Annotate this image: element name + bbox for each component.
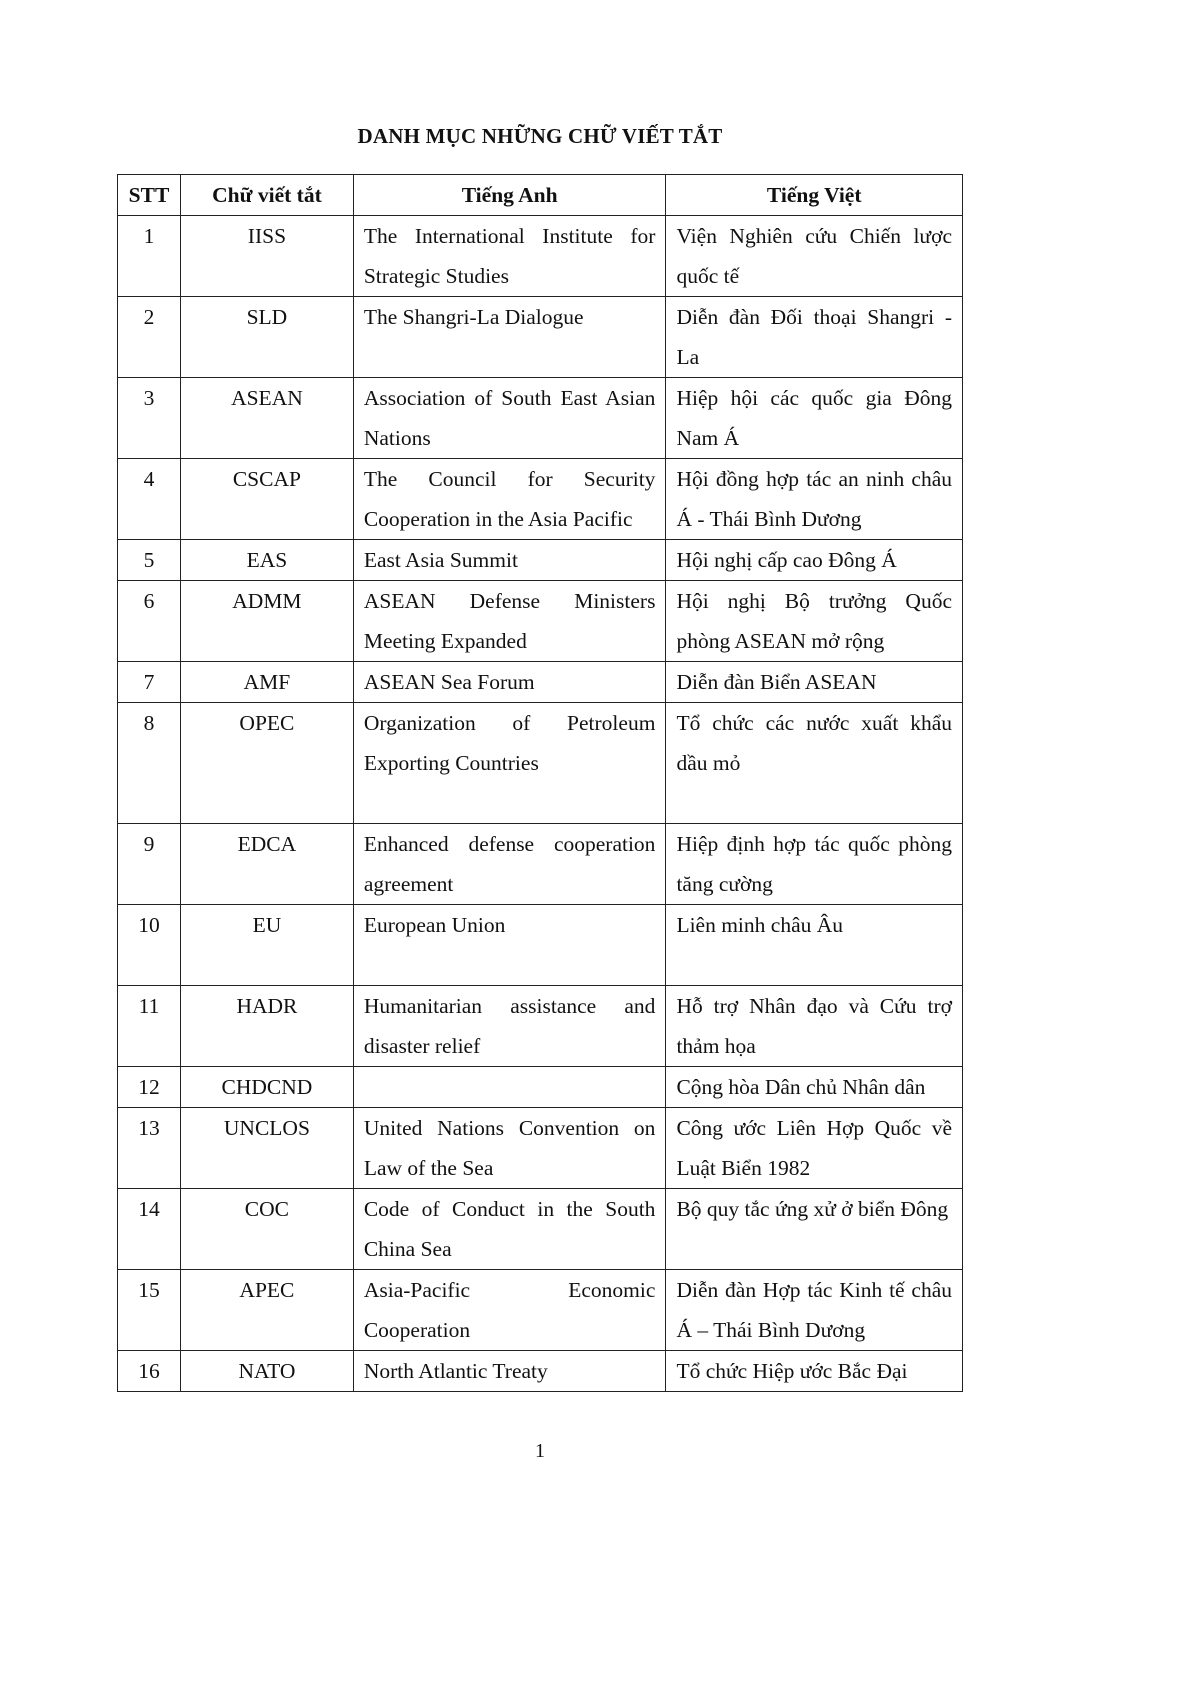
english-term-cell: Organization of Petroleum Exporting Countries <box>353 703 666 824</box>
vietnamese-term-cell: Tổ chức các nước xuất khẩu dầu mỏ <box>666 703 963 824</box>
vietnamese-term-cell: Diễn đàn Hợp tác Kinh tế châu Á – Thái Bình Dương <box>666 1270 963 1351</box>
english-term-cell <box>353 1067 666 1108</box>
english-term-cell: The International Institute for Strategic Studies <box>353 216 666 297</box>
row-number: 11 <box>118 986 181 1067</box>
table-row <box>118 1270 963 1351</box>
vietnamese-term-cell: Tổ chức Hiệp ước Bắc Đại <box>666 1351 963 1392</box>
abbreviation-cell: EDCA <box>180 824 353 905</box>
vietnamese-term-cell: Bộ quy tắc ứng xử ở biển Đông <box>666 1189 963 1270</box>
english-term-cell: Code of Conduct in the South China Sea <box>353 1189 666 1270</box>
table-row <box>118 905 963 986</box>
table-row <box>118 662 963 703</box>
row-number: 16 <box>118 1351 181 1392</box>
abbreviation-cell: EAS <box>180 540 353 581</box>
abbreviation-cell: CHDCND <box>180 1067 353 1108</box>
abbreviation-cell: ASEAN <box>180 378 353 459</box>
vietnamese-term-cell: Hội đồng hợp tác an ninh châu Á - Thái Bình Dương <box>666 459 963 540</box>
vietnamese-term-cell: Công ước Liên Hợp Quốc về Luật Biển 1982 <box>666 1108 963 1189</box>
table-row <box>118 378 963 459</box>
abbreviation-cell: SLD <box>180 297 353 378</box>
abbreviation-cell: UNCLOS <box>180 1108 353 1189</box>
row-number: 8 <box>118 703 181 824</box>
english-term-cell: Asia-Pacific Economic Cooperation <box>353 1270 666 1351</box>
english-term-cell: Association of South East Asian Nations <box>353 378 666 459</box>
table-row <box>118 459 963 540</box>
page-number: 1 <box>535 1440 545 1462</box>
row-number: 14 <box>118 1189 181 1270</box>
header-stt: STT <box>118 175 181 216</box>
table-row <box>118 1108 963 1189</box>
vietnamese-term-cell: Hỗ trợ Nhân đạo và Cứu trợ thảm họa <box>666 986 963 1067</box>
table-row <box>118 297 963 378</box>
abbreviation-cell: OPEC <box>180 703 353 824</box>
english-term-cell: North Atlantic Treaty <box>353 1351 666 1392</box>
row-number: 5 <box>118 540 181 581</box>
table-row <box>118 824 963 905</box>
row-number: 15 <box>118 1270 181 1351</box>
row-number: 4 <box>118 459 181 540</box>
english-term-cell: European Union <box>353 905 666 986</box>
abbreviation-cell: IISS <box>180 216 353 297</box>
english-term-cell: Enhanced defense cooperation agreement <box>353 824 666 905</box>
abbreviation-cell: AMF <box>180 662 353 703</box>
table-header-row <box>118 175 963 216</box>
table-row <box>118 216 963 297</box>
row-number: 6 <box>118 581 181 662</box>
row-number: 7 <box>118 662 181 703</box>
row-number: 9 <box>118 824 181 905</box>
abbreviation-table <box>117 174 963 1392</box>
abbreviation-cell: APEC <box>180 1270 353 1351</box>
english-term-cell: Humanitarian assistance and disaster relief <box>353 986 666 1067</box>
english-term-cell: The Council for Security Cooperation in the Asia Pacific <box>353 459 666 540</box>
table-row <box>118 1067 963 1108</box>
vietnamese-term-cell: Viện Nghiên cứu Chiến lược quốc tế <box>666 216 963 297</box>
vietnamese-term-cell: Hiệp hội các quốc gia Đông Nam Á <box>666 378 963 459</box>
english-term-cell: The Shangri-La Dialogue <box>353 297 666 378</box>
row-number: 10 <box>118 905 181 986</box>
abbreviation-cell: CSCAP <box>180 459 353 540</box>
header-vietnamese: Tiếng Việt <box>666 175 963 216</box>
vietnamese-term-cell: Diễn đàn Biển ASEAN <box>666 662 963 703</box>
abbreviation-cell: ADMM <box>180 581 353 662</box>
english-term-cell: ASEAN Defense Ministers Meeting Expanded <box>353 581 666 662</box>
english-term-cell: East Asia Summit <box>353 540 666 581</box>
row-number: 12 <box>118 1067 181 1108</box>
header-abbreviation: Chữ viết tắt <box>180 175 353 216</box>
english-term-cell: ASEAN Sea Forum <box>353 662 666 703</box>
vietnamese-term-cell: Hội nghị Bộ trưởng Quốc phòng ASEAN mở rộng <box>666 581 963 662</box>
table-row <box>118 1351 963 1392</box>
vietnamese-term-cell: Hiệp định hợp tác quốc phòng tăng cường <box>666 824 963 905</box>
header-english: Tiếng Anh <box>353 175 666 216</box>
vietnamese-term-cell: Diễn đàn Đối thoại Shangri - La <box>666 297 963 378</box>
vietnamese-term-cell: Cộng hòa Dân chủ Nhân dân <box>666 1067 963 1108</box>
abbreviation-cell: NATO <box>180 1351 353 1392</box>
abbreviation-cell: COC <box>180 1189 353 1270</box>
vietnamese-term-cell: Liên minh châu Âu <box>666 905 963 986</box>
table-row <box>118 1189 963 1270</box>
table-row <box>118 581 963 662</box>
abbreviation-cell: EU <box>180 905 353 986</box>
row-number: 3 <box>118 378 181 459</box>
row-number: 1 <box>118 216 181 297</box>
table-row <box>118 703 963 824</box>
page-title: DANH MỤC NHỮNG CHỮ VIẾT TẮT <box>357 124 723 148</box>
table-row <box>118 540 963 581</box>
english-term-cell: United Nations Convention on Law of the Sea <box>353 1108 666 1189</box>
row-number: 2 <box>118 297 181 378</box>
vietnamese-term-cell: Hội nghị cấp cao Đông Á <box>666 540 963 581</box>
row-number: 13 <box>118 1108 181 1189</box>
abbreviation-cell: HADR <box>180 986 353 1067</box>
table-row <box>118 986 963 1067</box>
